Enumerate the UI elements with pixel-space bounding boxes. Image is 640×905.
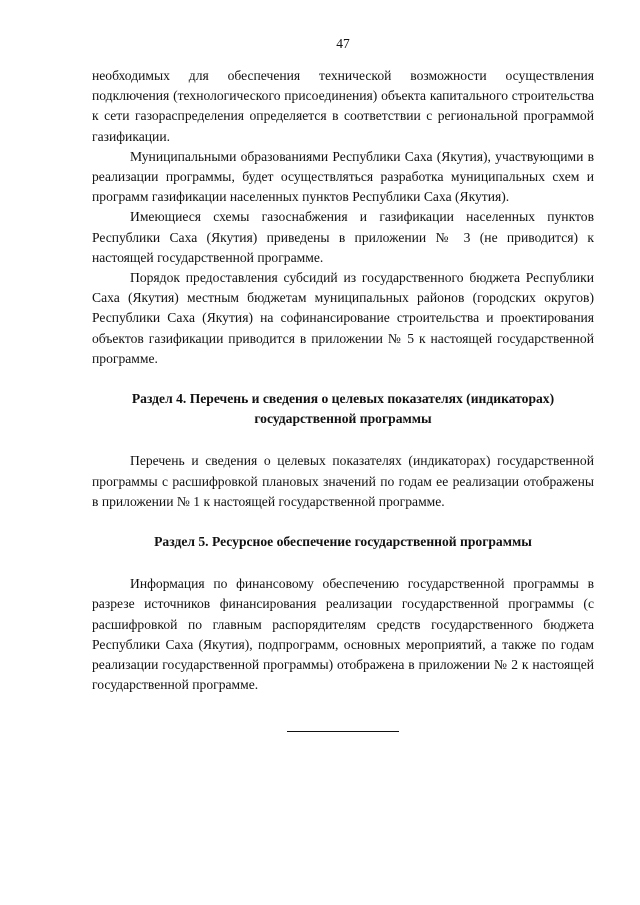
spacer [92, 552, 594, 574]
spacer [92, 369, 594, 389]
paragraph-municipal-schemes: Муниципальными образованиями Республики Саха (Якутия), участвующими в реализации программы, будет осуществляться разработка муниципальных схем и программ газификации населенных пунктов Республики Саха (Якутия). [92, 148, 594, 205]
section-4-heading-line-2: государственной программы [254, 411, 432, 427]
spacer [92, 512, 594, 532]
section-4-heading-line-1: Раздел 4. Перечень и сведения о целевых показателях (индикаторах) [131, 391, 555, 407]
document-body [92, 66, 594, 732]
section-4-paragraph: Перечень и сведения о целевых показателях (индикаторах) государственной программы с расшифровкой плановых значений по годам ее реализации отображены в приложении № 1 к настоящей государственной программе. [92, 453, 594, 509]
page-number: 47 [336, 36, 350, 51]
section-5-paragraph: Информация по финансовому обеспечению государственной программы в разрезе источников финансирования реализации государственной программы (с расшифровкой по главным распорядителям средств государственного бюджета Республики Саха (Якутия), подпрограмм, основных мероприятий, а также по годам реализации государственной программы) отображена в приложении № 2 к настоящей государственной программе. [92, 576, 594, 693]
paragraph-subsidies: Порядок предоставления субсидий из государственного бюджета Республики Саха (Якутия) местным бюджетам муниципальных районов (городских округов) Республики Саха (Якутия) на софинансирование строительства и проектирования объектов газификации приводится в приложении № 5 к настоящей государственной программе. [92, 270, 594, 366]
closing-rule [287, 731, 399, 732]
paragraph-continuation: необходимых для обеспечения технической возможности осуществления подключения (технологического присоединения) объекта капитального строительства к сети газораспределения определяется в соответствии с региональной программой газификации. [92, 68, 594, 144]
section-5-heading: Раздел 5. Ресурсное обеспечение государственной программы [154, 534, 532, 550]
spacer [92, 429, 594, 451]
paragraph-existing-schemes: Имеющиеся схемы газоснабжения и газификации населенных пунктов Республики Саха (Якутия) приведены в приложении № 3 (не приводится) к настоящей государственной программе. [92, 209, 594, 265]
